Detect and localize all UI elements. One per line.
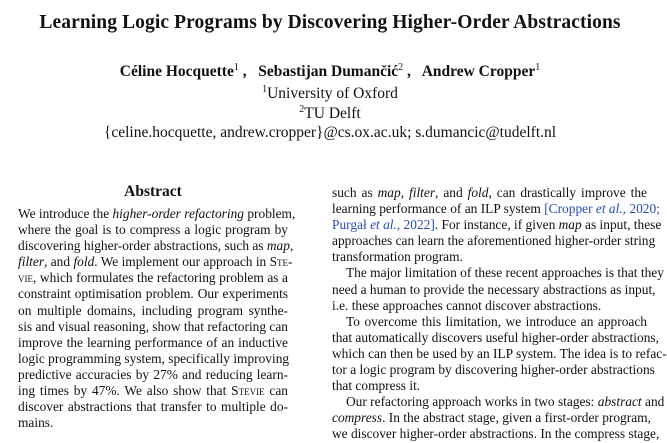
abstract-body	[18, 206, 296, 431]
intro-line: Our refactoring approach works in two stages: abstract and	[346, 394, 665, 410]
intro-line: transformation program.	[332, 249, 463, 265]
abstract-line: ing times by 47%. We also show that Stevie can	[18, 383, 288, 399]
abstract-line: discover abstractions that transfer to multiple do-	[18, 399, 288, 415]
citation-link[interactable]: Purgał et al., 2022]	[332, 217, 435, 233]
intro-line: i.e. these approaches cannot discover abstractions.	[332, 297, 602, 313]
author-name: Sebastijan Dumančić	[258, 63, 399, 81]
abstract-line: constraint optimisation problem. Our experiments	[18, 286, 288, 302]
intro-line: approaches can learn the aforementioned higher-order string	[332, 233, 656, 249]
author-emails: {celine.hocquette, andrew.cropper}@cs.ox.ac.uk; s.dumancic@tudelft.nl	[103, 124, 557, 141]
author-affiliation-mark: 1	[535, 62, 541, 73]
abstract-line: on multiple domains, including program synthe-	[18, 302, 288, 318]
abstract-line: discovering higher-order abstractions, such as map,	[18, 238, 294, 254]
author-affiliation-mark: 1	[233, 62, 239, 73]
affiliation	[0, 84, 660, 103]
intro-line: tor a logic program by discovering higher-order abstractions	[332, 362, 655, 378]
paper-title: Learning Logic Programs by Discovering Higher-Order Abstractions	[39, 12, 621, 33]
intro-line: compress. In the abstract stage, given a first-order program,	[332, 410, 651, 426]
intro-body	[332, 185, 667, 443]
intro-line: which can then be used by an ILP system. The idea is to refac-	[332, 345, 667, 361]
abstract-line: predictive accuracies by 27% and reducing learn-	[18, 366, 288, 382]
intro-line: that automatically discovers useful higher-order abstractions,	[332, 329, 659, 345]
intro-line: that compress it.	[332, 378, 421, 394]
intro-line: such as map, filter, and fold, can drastically improve the	[332, 185, 647, 200]
author-name: Céline Hocquette	[119, 63, 234, 81]
abstract-heading: Abstract	[124, 183, 182, 200]
intro-line: To overcome this limitation, we introduce an approach	[346, 313, 647, 329]
affiliation	[0, 104, 660, 123]
intro-line: we discover higher-order abstractions. In the compress stage,	[332, 426, 660, 442]
abstract-line: We introduce the higher-order refactoring problem,	[18, 206, 296, 221]
affiliation-mark: 1	[262, 84, 268, 95]
abstract-line: logic programming system, specifically improving	[18, 350, 290, 366]
affiliation-name: University of Oxford	[267, 85, 398, 103]
abstract-line: improve the learning performance of an inductive	[18, 334, 288, 350]
author-affiliation-mark: 2	[398, 62, 404, 73]
abstract-line: where the goal is to compress a logic program by	[18, 222, 288, 238]
author-list: Céline Hocquette$^1$ , Sebastijan Dumančić$^2$ , Andrew Cropper$^1$	[119, 62, 541, 81]
abstract-line: vie, which formulates the refactoring problem as a	[18, 270, 288, 286]
intro-line: need a human to provide the necessary abstractions as input,	[332, 281, 656, 297]
author-name: Andrew Cropper	[421, 63, 536, 81]
abstract-line: sis and visual reasoning, show that refactoring can	[18, 318, 288, 334]
intro-line: learning performance of an ILP system [Cropper et al., 2020;	[332, 201, 660, 217]
intro-line: The major limitation of these recent approaches is that they	[346, 265, 664, 281]
affiliation-name: TU Delft	[304, 105, 361, 123]
affiliation-mark: 2	[299, 104, 305, 115]
abstract-line: filter, and fold. We implement our approach in Ste-	[18, 254, 293, 270]
abstract-line: mains.	[18, 415, 54, 431]
intro-line: Purgał et al., 2022]. For instance, if given map as input, these	[332, 217, 662, 233]
citation-link[interactable]: [Cropper et al., 2020;	[544, 201, 660, 217]
